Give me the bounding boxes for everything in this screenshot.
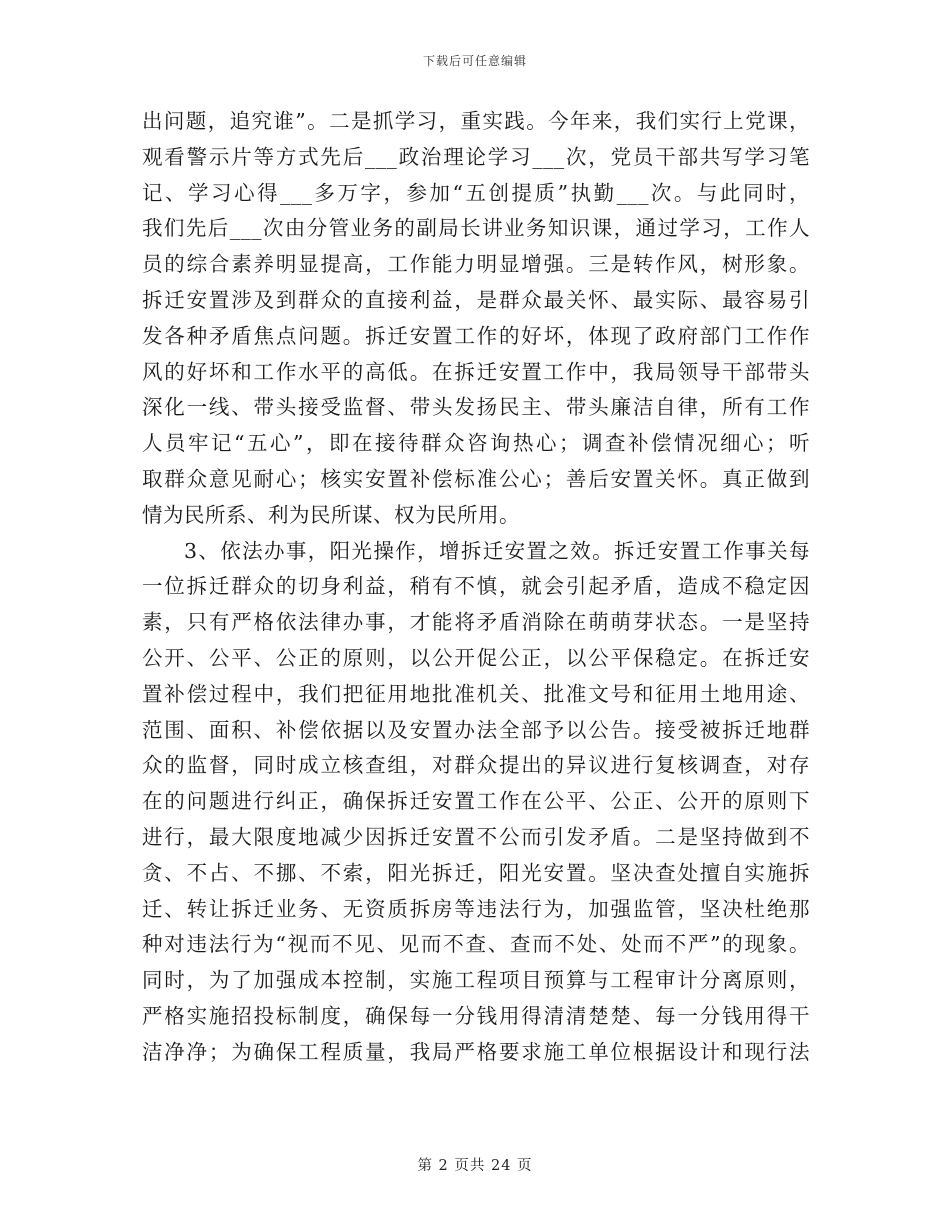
text-line: 员的综合素养明显提高，工作能力明显增强。三是转作风，树形象。 bbox=[142, 252, 810, 277]
text-line: 记、学习心得___多万字，参加“五创提质”执勤___次。与此同时， bbox=[142, 180, 810, 205]
text-line: 人员牢记“五心”，即在接待群众咨询热心；调查补偿情况细心；听 bbox=[142, 431, 810, 456]
text-line: 同时，为了加强成本控制，实施工程项目预算与工程审计分离原则， bbox=[142, 968, 810, 993]
text-line: 进行，最大限度地减少因拆迁安置不公而引发矛盾。二是坚持做到不 bbox=[142, 824, 810, 849]
text-line: 贪、不占、不挪、不索，阳光拆迁，阳光安置。坚决查处擅自实施拆 bbox=[142, 860, 810, 885]
text-line: 深化一线、带头接受监督、带头发扬民主、带头廉洁自律，所有工作 bbox=[142, 395, 810, 420]
text-line: 取群众意见耐心；核实安置补偿标准公心；善后安置关怀。真正做到 bbox=[142, 466, 810, 491]
text-line: 范围、面积、补偿依据以及安置办法全部予以公告。接受被拆迁地群 bbox=[142, 717, 810, 742]
text-line: 出问题，追究谁”。二是抓学习，重实践。今年来，我们实行上党课， bbox=[142, 109, 810, 133]
document-body bbox=[142, 104, 810, 1071]
text-line: 发各种矛盾焦点问题。拆迁安置工作的好坏，体现了政府部门工作作 bbox=[142, 323, 810, 348]
text-line: 众的监督，同时成立核查组，对群众提出的异议进行复核调查，对存 bbox=[142, 753, 810, 778]
text-line: 风的好坏和工作水平的高低。在拆迁安置工作中，我局领导干部带头 bbox=[142, 359, 810, 384]
text-line: 洁净净；为确保工程质量，我局严格要求施工单位根据设计和现行法 bbox=[142, 1039, 810, 1064]
text-line: 置补偿过程中，我们把征用地批准机关、批准文号和征用土地用途、 bbox=[142, 681, 810, 706]
page-header: 下载后可任意编辑 bbox=[422, 54, 527, 68]
text-line: 观看警示片等方式先后___政治理论学习___次，党员干部共写学习笔 bbox=[142, 144, 810, 169]
paragraph-2 bbox=[142, 534, 810, 1071]
paragraph-1 bbox=[142, 104, 810, 534]
page-footer: 第 2 页共 24 页 bbox=[417, 1158, 533, 1174]
text-line: 拆迁安置涉及到群众的直接利益，是群众最关怀、最实际、最容易引 bbox=[142, 287, 810, 312]
text-line: 情为民所系、利为民所谋、权为民所用。 bbox=[142, 502, 520, 527]
text-line: 素，只有严格依法律办事，才能将矛盾消除在萌萌芽状态。一是坚持 bbox=[142, 610, 810, 635]
text-line: 3、依法办事，阳光操作，增拆迁安置之效。拆迁安置工作事关每 bbox=[184, 538, 810, 563]
text-line: 我们先后___次由分管业务的副局长讲业务知识课，通过学习，工作人 bbox=[142, 216, 810, 241]
text-line: 迁、转让拆迁业务、无资质拆房等违法行为，加强监管，坚决杜绝那 bbox=[142, 896, 810, 921]
text-line: 在的问题进行纠正，确保拆迁安置工作在公平、公正、公开的原则下 bbox=[142, 789, 810, 814]
text-line: 种对违法行为“视而不见、见而不查、查而不处、处而不严”的现象。 bbox=[142, 932, 810, 957]
text-line: 严格实施招投标制度，确保每一分钱用得清清楚楚、每一分钱用得干 bbox=[142, 1003, 810, 1028]
text-line: 公开、公平、公正的原则，以公开促公正，以公平保稳定。在拆迁安 bbox=[142, 645, 810, 670]
text-line: 一位拆迁群众的切身利益，稍有不慎，就会引起矛盾，造成不稳定因 bbox=[142, 574, 810, 599]
